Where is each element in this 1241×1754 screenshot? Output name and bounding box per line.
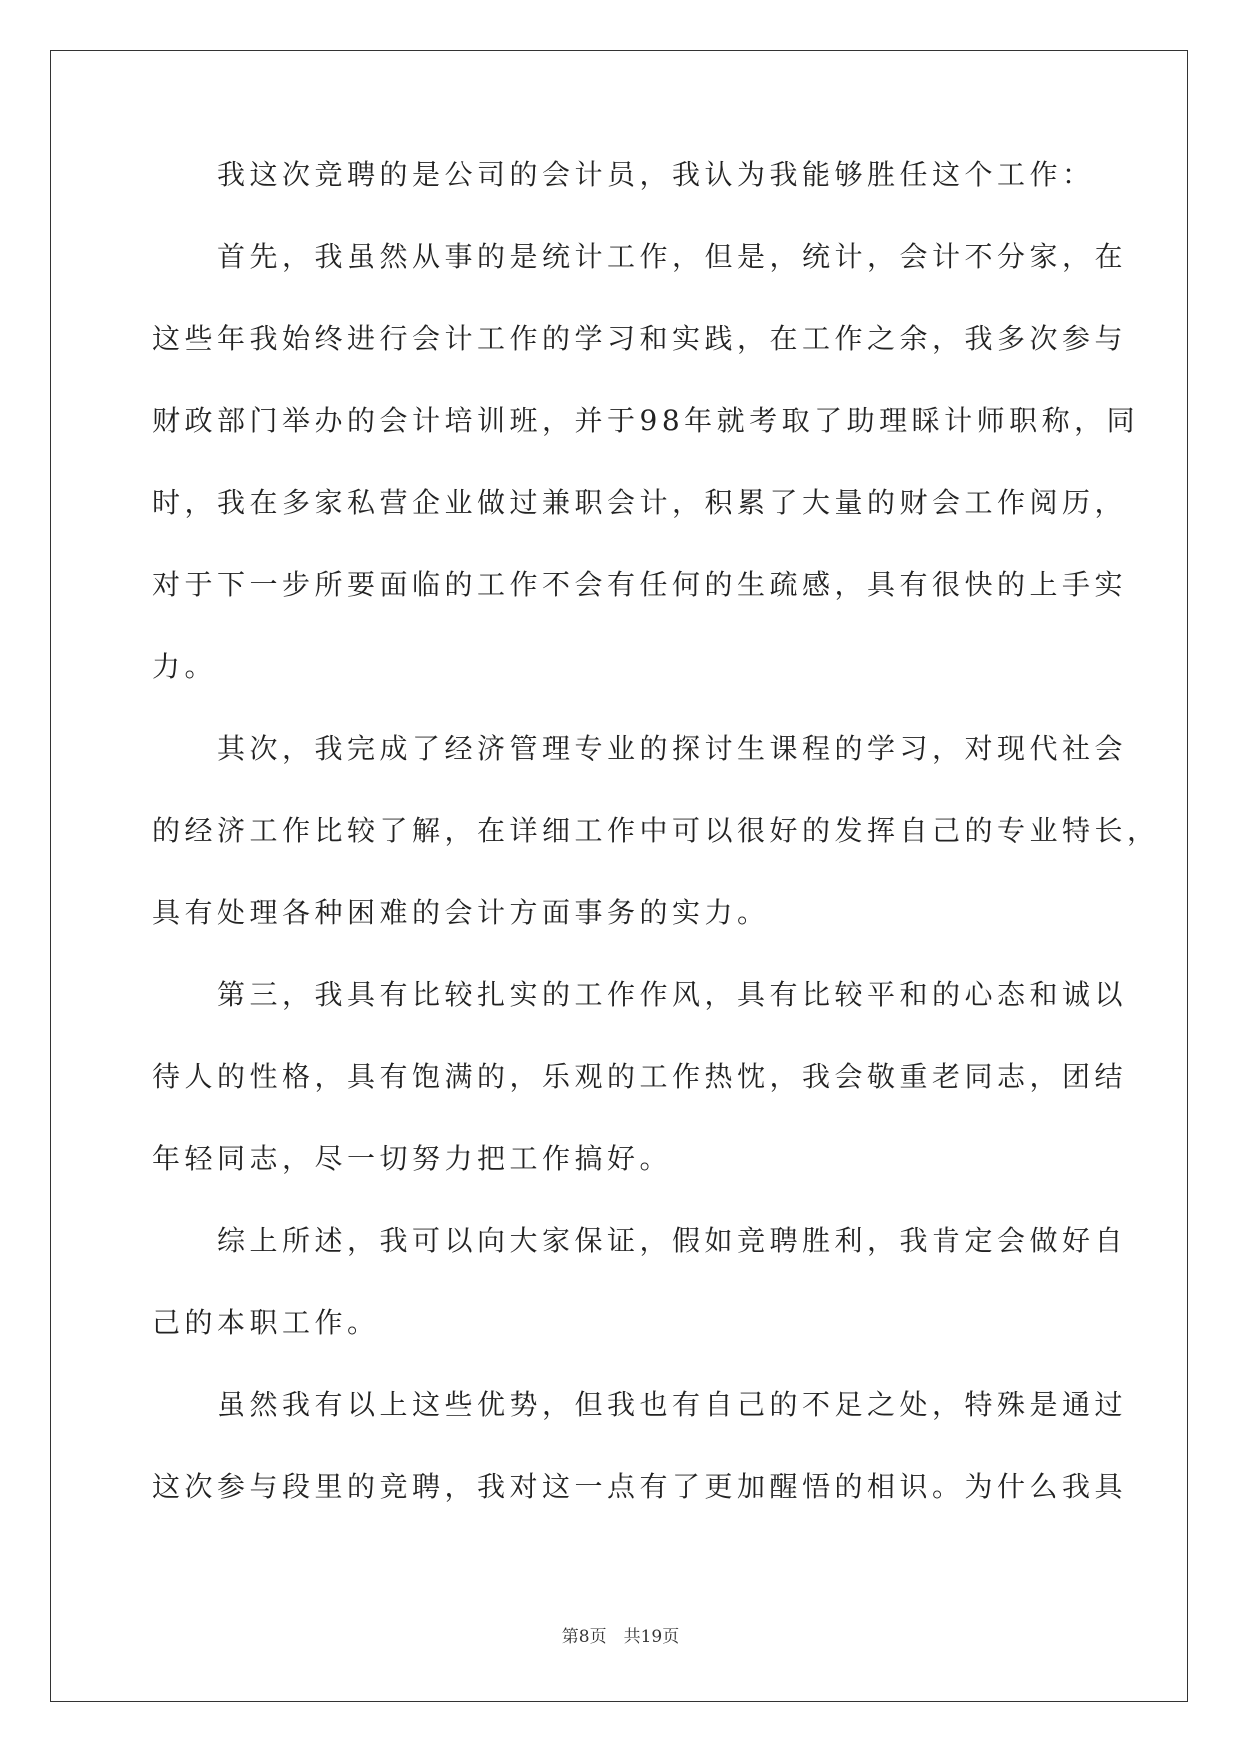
text-line: 虽然我有以上这些优势，但我也有自己的不足之处，特殊是通过 (152, 1388, 1128, 1421)
text-line: 综上所述，我可以向大家保证，假如竞聘胜利，我肯定会做好自 (152, 1224, 1128, 1257)
text-line: 己的本职工作。 (152, 1306, 380, 1339)
text-line: 我这次竞聘的是公司的会计员，我认为我能够胜任这个工作： (152, 158, 1095, 191)
text-line: 待人的性格，具有饱满的，乐观的工作热忱，我会敬重老同志，团结 (152, 1060, 1128, 1093)
text-line: 具有处理各种困难的会计方面事务的实力。 (152, 896, 770, 929)
text-line: 年轻同志，尽一切努力把工作搞好。 (152, 1142, 673, 1175)
text-line: 对于下一步所要面临的工作不会有任何的生疏感，具有很快的上手实 (152, 568, 1128, 601)
text-line: 时，我在多家私营企业做过兼职会计，积累了大量的财会工作阅历， (152, 486, 1128, 519)
text-line: 首先，我虽然从事的是统计工作，但是，统计，会计不分家，在 (152, 240, 1128, 273)
text-line: 其次，我完成了经济管理专业的探讨生课程的学习，对现代社会 (152, 732, 1128, 765)
text-line: 财政部门举办的会计培训班，并于98年就考取了助理睬计师职称，同 (152, 404, 1140, 437)
page-number-footer: 第8页 共19页 (561, 1627, 680, 1647)
text-line: 力。 (152, 650, 218, 683)
text-line: 第三，我具有比较扎实的工作作风，具有比较平和的心态和诚以 (152, 978, 1128, 1011)
document-body (152, 158, 1160, 1554)
text-line: 这次参与段里的竞聘，我对这一点有了更加醒悟的相识。为什么我具 (152, 1470, 1128, 1503)
text-line: 这些年我始终进行会计工作的学习和实践，在工作之余，我多次参与 (152, 322, 1128, 355)
text-line: 的经济工作比较了解，在详细工作中可以很好的发挥自己的专业特长， (152, 814, 1160, 847)
